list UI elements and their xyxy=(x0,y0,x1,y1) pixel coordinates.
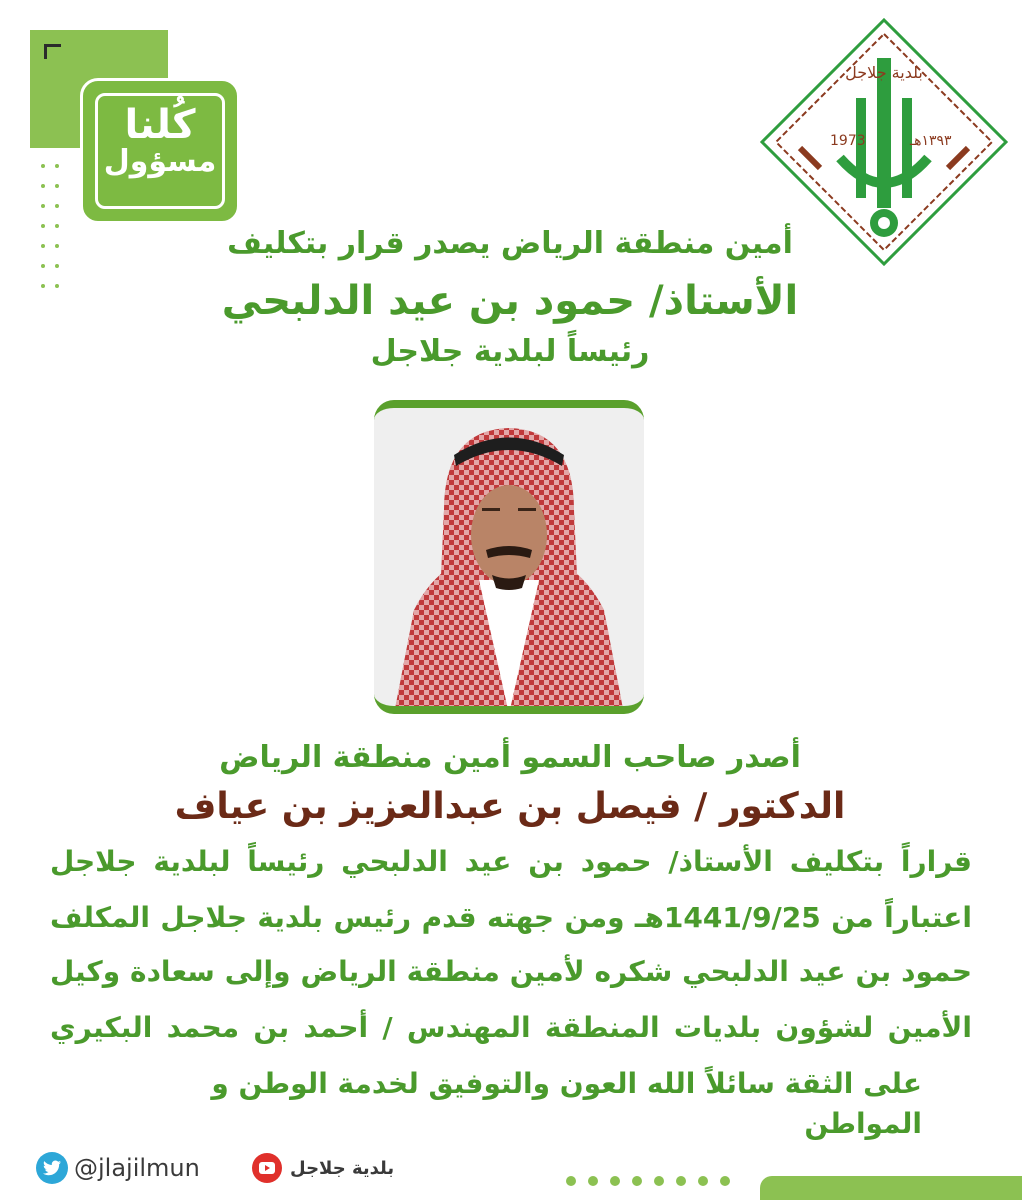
footer-green-bar xyxy=(760,1176,1022,1200)
paragraph-line1: قراراً بتكليف الأستاذ/ حمود بن عيد الدلبحي رئيساً لبلدية جلاجل xyxy=(50,845,972,878)
footer-dots xyxy=(566,1176,742,1186)
twitter-handle: @jlajilmun xyxy=(74,1154,200,1182)
decorative-dots xyxy=(36,158,70,298)
issuer-name: الدكتور / فيصل بن عبدالعزيز بن عياف xyxy=(174,786,846,827)
paragraph-line2: اعتباراً من 1441/9/25هـ ومن جهته قدم رئيس بلدية جلاجل المكلف xyxy=(50,901,972,934)
issuer-line1: أصدر صاحب السمو أمين منطقة الرياض xyxy=(219,740,801,775)
emblem-year-gregorian: 1973 xyxy=(830,133,866,149)
youtube-icon xyxy=(252,1153,282,1183)
photo-frame-top xyxy=(374,400,644,420)
twitter-link[interactable] xyxy=(36,1152,200,1184)
kulna-masool-logo xyxy=(30,30,240,220)
logo-text-line2: مسؤول xyxy=(103,144,217,179)
portrait-photo xyxy=(374,400,644,714)
corner-mark-icon xyxy=(44,44,61,59)
emblem-year-hijri: ١٣٩٣هـ xyxy=(910,133,952,149)
paragraph-line5: على الثقة سائلاً الله العون والتوفيق لخدمة الوطن و المواطن xyxy=(211,1067,922,1140)
photo-frame-bottom xyxy=(374,694,644,714)
headline-name: الأستاذ/ حمود بن عيد الدلبحي xyxy=(221,278,799,324)
youtube-link[interactable] xyxy=(252,1153,394,1183)
youtube-label: بلدية جلاجل xyxy=(290,1157,395,1179)
headline-position: رئيساً لبلدية جلاجل xyxy=(370,334,650,369)
emblem-ring-text: بلدية جلاجل xyxy=(845,63,923,82)
logo-text-line1: كُلنا xyxy=(124,102,196,148)
twitter-icon xyxy=(36,1152,68,1184)
portrait-illustration xyxy=(374,400,644,714)
headline-line1: أمين منطقة الرياض يصدر قرار بتكليف xyxy=(227,226,793,261)
paragraph-line3: حمود بن عيد الدلبحي شكره لأمين منطقة الرياض وإلى سعادة وكيل xyxy=(50,955,972,988)
logo-badge xyxy=(80,78,240,224)
paragraph-line4: الأمين لشؤون بلديات المنطقة المهندس / أحمد بن محمد البكيري xyxy=(50,1011,972,1044)
